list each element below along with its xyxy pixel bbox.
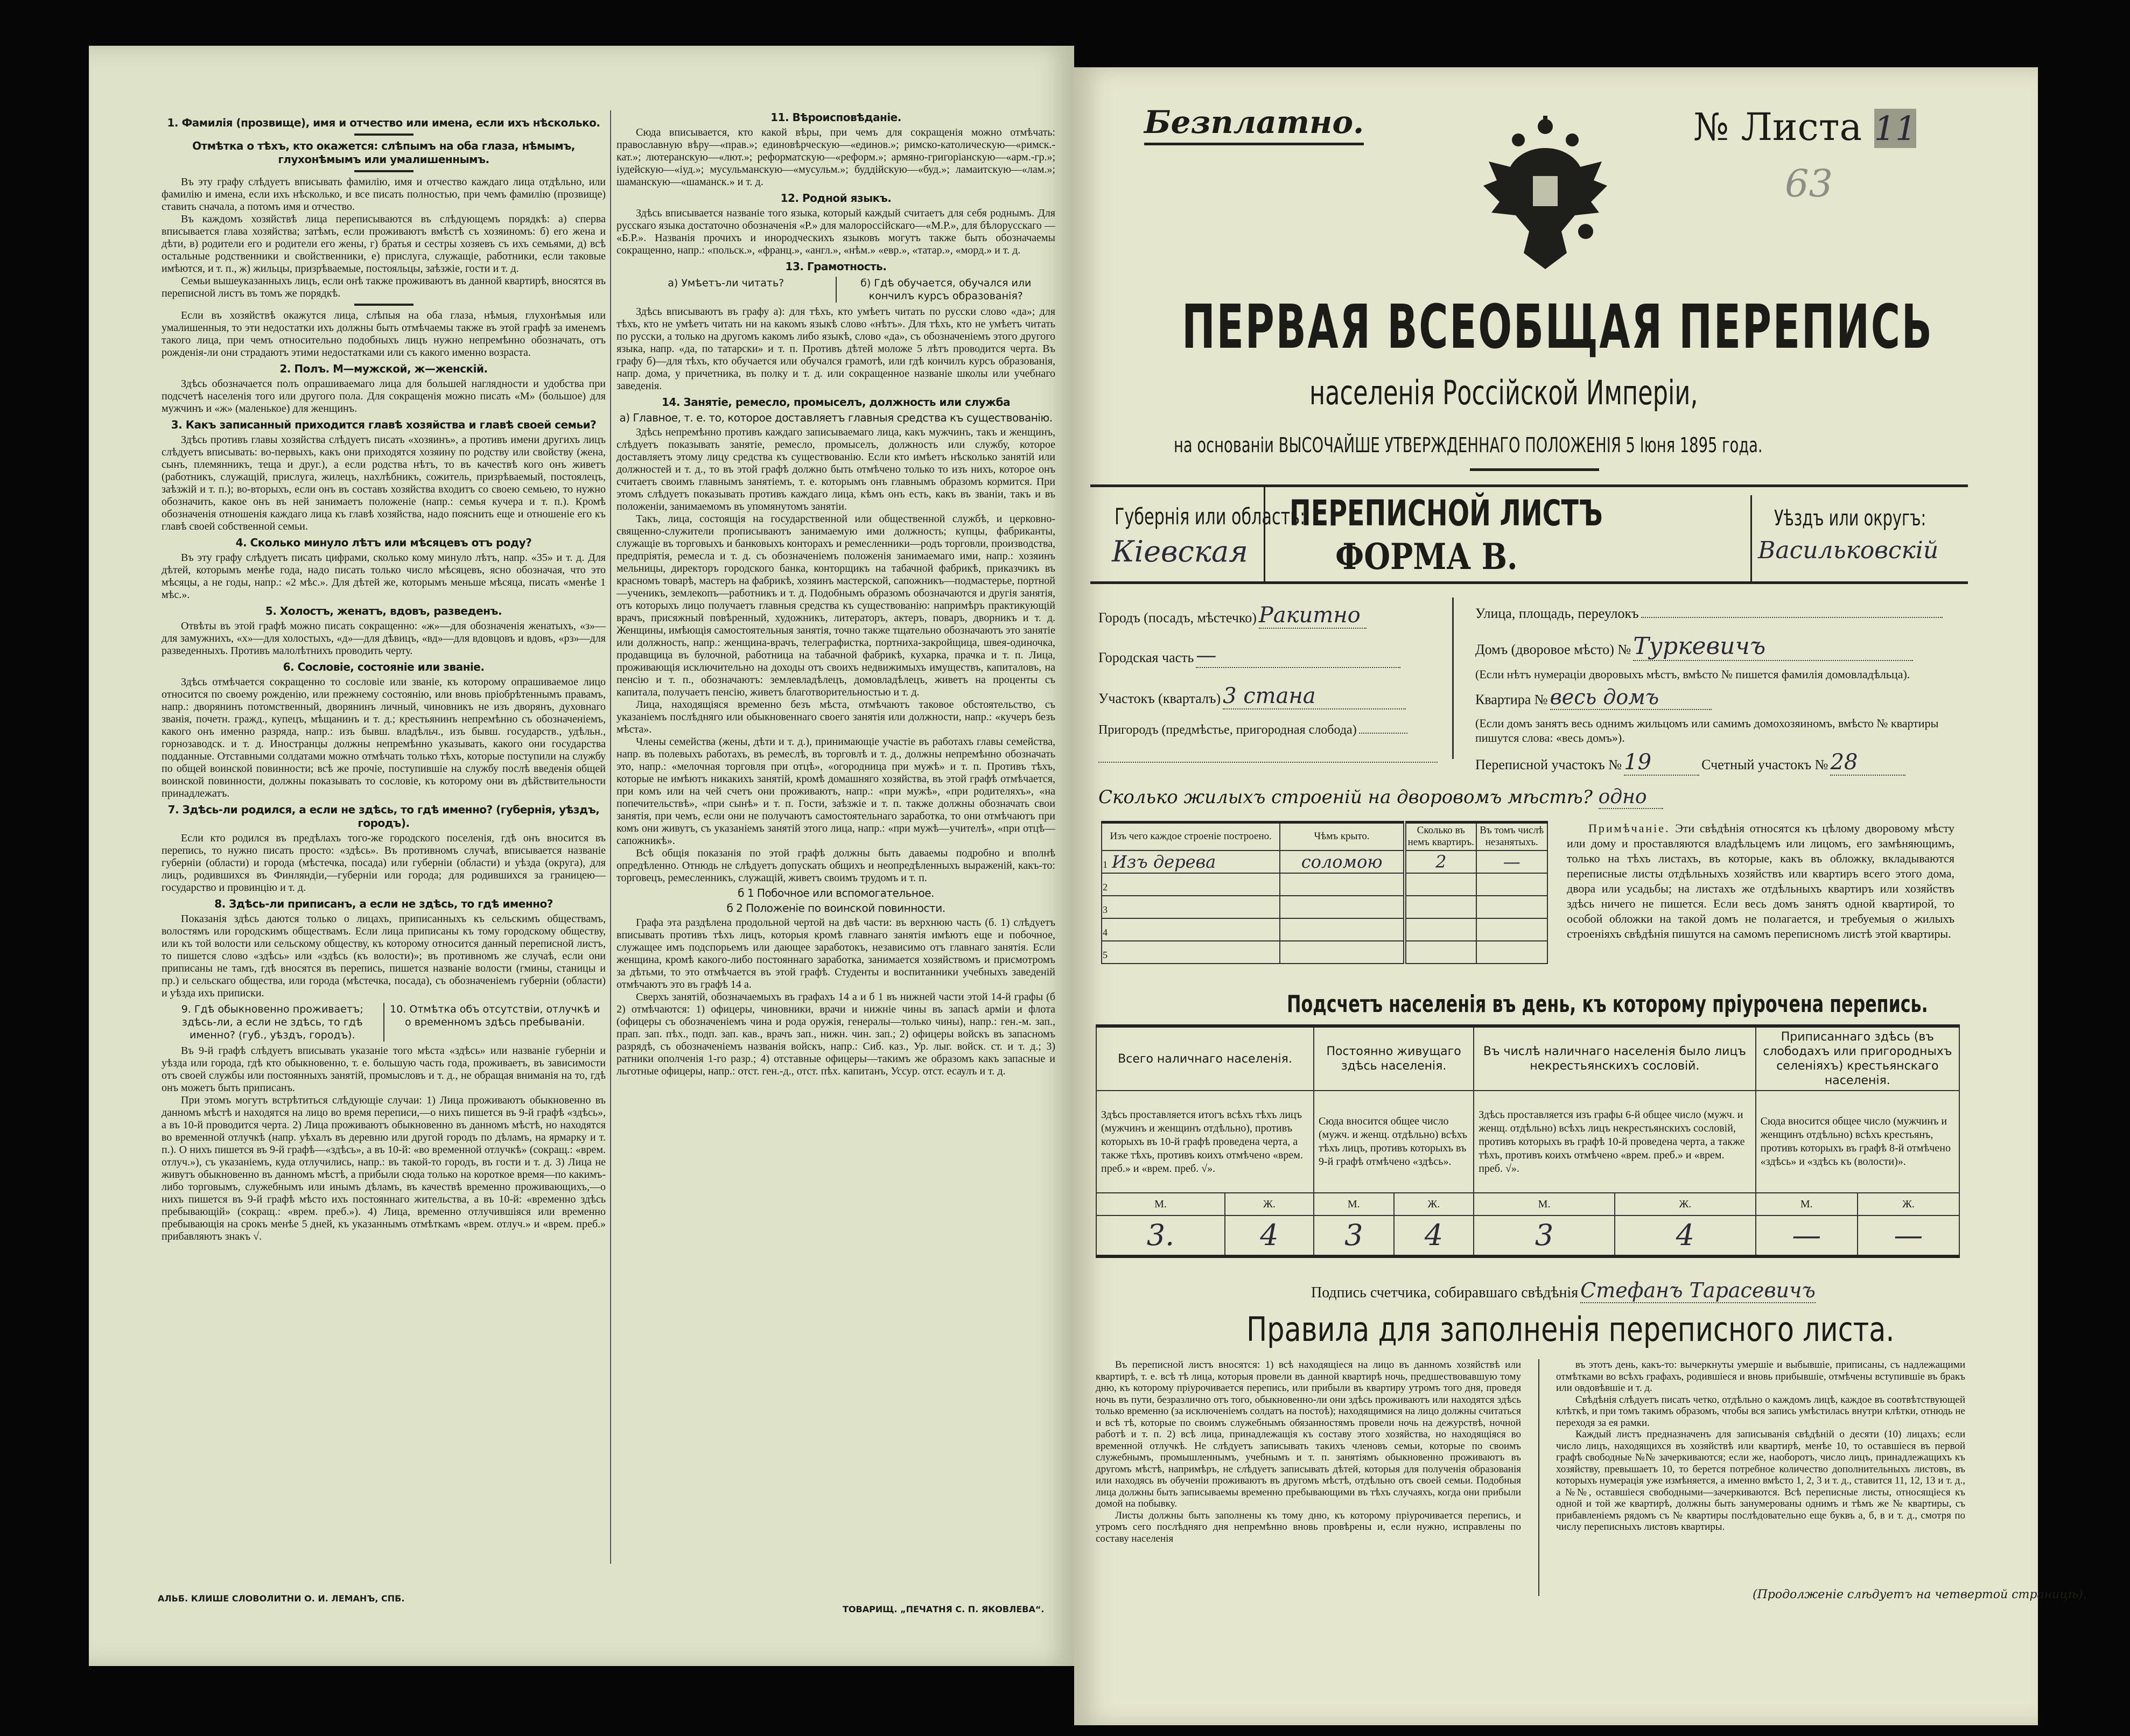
row-number: 5 — [1103, 949, 1108, 960]
male-count[interactable]: 3 — [1314, 1215, 1394, 1256]
uchastok-value[interactable]: 3 стана — [1223, 684, 1406, 709]
material-cell[interactable] — [1102, 851, 1280, 873]
note-title: Примѣчаніе. — [1588, 821, 1670, 835]
chast-label: Городская часть — [1098, 650, 1194, 665]
count-column-description: Здѣсь проставляется итогъ всѣхъ тѣхъ лицъ (мужчинъ и женщинъ отдѣльно), противъ которыхъ въ 10-й графѣ проведена черта, а также тѣхъ, противъ коихъ отмѣчено «врем. преб.» и «врем. преб. √». — [1096, 1091, 1314, 1193]
apts-cell[interactable] — [1405, 896, 1476, 918]
col-roof-header: Чѣмъ крыто. — [1280, 823, 1405, 851]
vacant-cell[interactable] — [1476, 873, 1548, 896]
section-heading: а) Главное, т. е. то, которое доставляетъ главныя средства къ существованію. — [619, 411, 1053, 424]
ulica-value[interactable] — [1641, 617, 1943, 618]
census-subtitle: населенія Россійской Имперіи, — [1309, 373, 1698, 412]
paragraph: Въ каждомъ хозяйствѣ лица переписываются въ слѣдующемъ порядкѣ: а) сперва вписывается глава хозяйства; затѣмъ, если проживаютъ вмѣстѣ съ хозяиномъ: б) его жена и дѣти, в) родители его и родители его жены, г) братья и сестры хозяевъ съ ихъ семьями, д) всѣ остальные родственники и свойственники, е) прислуга, служащіе, работники, если таковые имѣются, и т. п., ж) жильцы, призрѣваемые, постояльцы, заѣзжіе, гости и т. д. — [162, 213, 606, 275]
section-heading: 14. Занятіе, ремесло, промыселъ, должность или служба — [662, 396, 1010, 409]
roof-cell[interactable] — [1280, 918, 1405, 941]
male-count[interactable]: 3. — [1096, 1215, 1225, 1256]
section-heading: 2. Полъ. М—мужской, ж—женскій. — [279, 362, 488, 375]
apts-cell[interactable]: 2 — [1405, 851, 1476, 873]
female-count[interactable]: 4 — [1225, 1215, 1314, 1256]
stroeniy-field — [1098, 786, 1663, 809]
paragraph: Здѣсь обозначается полъ опрашиваемаго лица для большей наглядности и удобства при подсчетѣ населенія того или другого пола. Для сокращенія можно писать «М» (большое) для мужчинъ и «ж» (маленькое) для женщинъ. — [162, 378, 606, 414]
female-count[interactable]: 4 — [1394, 1215, 1474, 1256]
paragraph: Въ эту графу слѣдуетъ писать цифрами, сколько кому минуло лѣтъ, напр. «35» и т. д. Для дѣтей, которымъ менѣе года, надо писать только число мѣсяцевъ, ясно обозначая, что это мѣсяцы, а не годы, напр.: «2 мѣс.». Для дѣтей же, которымъ меньше мѣсяца, писать «менѣе 1 мѣс.». — [162, 552, 606, 601]
female-count[interactable]: 4 — [1615, 1215, 1756, 1256]
continued-note: (Продолженіе слѣдуетъ на четвертой страницѣ). — [1753, 1588, 2087, 1601]
section-heading: 6. Сословіе, состояніе или званіе. — [283, 660, 485, 673]
vacant-cell[interactable] — [1476, 918, 1548, 941]
sheet-number — [1693, 105, 1916, 149]
roof-cell[interactable]: соломою — [1280, 851, 1405, 873]
paragraph: Въ эту графу слѣдуетъ вписывать фамилію, имя и отчество каждаго лица отдѣльно, или фамилію и имена, если ихъ нѣсколько, и все писать полностью, при чемъ фамилію (прозвище) ставить сначала, а потомъ имя и отчество. — [162, 176, 606, 213]
rules-paragraph: Каждый листъ предназначенъ для записыванія свѣдѣній о десяти (10) лицахъ; если число лицъ, находящихся въ хозяйствѣ или квартирѣ, менѣе 10, то оставшіеся въ первой графѣ свободные №№ зачеркиваются; если же, наоборотъ, число лицъ, принадлежащихъ къ хозяйству, превышаетъ 10, то берется потребное количество дополнительныхъ листовъ, въ которыхъ нумерація уже измѣняется, а именно вмѣсто 1, 2, 3 и т. д., ставится 11, 12, 13 и т. д., а №№, оставшіеся свободными—зачеркиваются. Всѣ переписные листы, относящіеся къ одной и той же квартирѣ, должны быть занумерованы однимъ и тѣмъ же № квартиры, съ прибавленіемъ рядомъ съ № квартиры послѣдовательно еще буквъ а, б, в и т. д., смотря по числу переписныхъ листовъ квартиры. — [1556, 1429, 1965, 1533]
paragraph: Сверхъ занятій, обозначаемыхъ въ графахъ 14 а и б 1 въ нижней части этой 14-й графы (б 2) отмѣчаются: 1) офицеры, чиновники, врачи и нижніе чины въ запасѣ арміи и флота (офицеры съ обозначеніемъ чина и рода оружія, генералы—только чины), напр.: ген.-м. зап., прап. зап. пѣх., подп. зап. кав., врачъ зап., нижн. чин. зап.; 2) офицеры войскъ въ запасномъ разрядѣ, съ обозначеніемъ названія войскъ, напр.: Сиб. каз., Ур. лыг. войск. ст. и т. д.; 3) ратники ополченія 1-го разр.; 4) отставные офицеры—такимъ же образомъ какъ запасные и льготные офицеры, напр.: отст. ген.-д., отст. пѣх. капитанъ, Уссур. отст. есаулъ и т. д. — [616, 991, 1055, 1077]
paragraph: Если въ хозяйствѣ окажутся лица, слѣпыя на оба глаза, нѣмыя, глухонѣмыя или умалишенныя, то эти недостатки ихъ должны быть отмѣчаемы также въ этой графѣ за именемъ такого лица, при чемъ относительно подобныхъ лицъ нужно непремѣнно обозначать, отъ рожденія-ли они страдаютъ этими недостатками или съ какого именно возраста. — [162, 310, 606, 359]
perepisnoi-label: Переписной участокъ № — [1475, 757, 1622, 772]
vacant-cell[interactable] — [1476, 941, 1548, 964]
count-column-description: Сюда вносится общее число (мужч. и женщ. отдѣльно) всѣхъ тѣхъ лицъ, противъ которыхъ въ 9-й графѣ отмѣчено «здѣсь». — [1314, 1091, 1474, 1193]
signature-value[interactable]: Стефанъ Тарасевичъ — [1580, 1278, 1816, 1302]
section-heading: 13. Грамотность. — [785, 260, 887, 273]
prigorod-label: Пригородъ (предмѣстье, пригородная слобода) — [1098, 723, 1357, 737]
instructions-column-2 — [616, 108, 1055, 1566]
apts-cell[interactable] — [1405, 873, 1476, 896]
double-headed-eagle-emblem — [1478, 116, 1613, 272]
row-number: 2 — [1103, 881, 1108, 892]
paragraph: Семьи вышеуказанныхъ лицъ, если онѣ также проживаютъ въ данной квартирѣ, вносятся въ переписной листъ въ томъ же порядкѣ. — [162, 275, 606, 299]
gubernia-value[interactable]: Кіевская — [1112, 535, 1248, 568]
sheet-number-label: № Листа — [1693, 105, 1862, 149]
paragraph: Лица, находящіяся временно безъ мѣста, отмѣчаютъ таковое обстоятельство, съ указаніемъ послѣдняго или обыкновеннаго своего занятія или должности, напр.: «кучеръ безъ мѣста». — [616, 699, 1055, 735]
signature-field — [1311, 1278, 1816, 1303]
perepisnoi-value[interactable]: 19 — [1624, 750, 1699, 776]
uchastok-field — [1098, 684, 1406, 709]
count-column-header: Въ числѣ наличнаго населенія было лицъ некрестьянскихъ сословій. — [1474, 1026, 1755, 1091]
material-cell[interactable] — [1102, 873, 1280, 896]
uezd-value[interactable]: Васильковскій — [1758, 537, 1939, 564]
signature-label: Подпись счетчика, собиравшаго свѣдѣнія — [1311, 1284, 1579, 1301]
kvartira-label: Квартира № — [1475, 692, 1548, 707]
count-column-header: Постоянно живущаго здѣсь населенія. — [1314, 1026, 1474, 1091]
vacant-cell[interactable]: — — [1476, 851, 1548, 873]
schetny-value[interactable]: 28 — [1830, 750, 1905, 776]
count-column-description: Здѣсь проставляется изъ графы 6-й общее число (мужч. и женщ. отдѣльно) всѣхъ лицъ некрестьянскихъ сословій, противъ которыхъ въ графѣ 10-й проведена черта, а также тѣхъ, противъ коихъ отмѣчено «врем. преб.» и «врем. преб. √». — [1474, 1091, 1755, 1193]
paragraph: Показанія здѣсь даются только о лицахъ, приписанныхъ къ сельскимъ обществамъ, волостямъ или городскимъ обществамъ. Если лица приписаны къ тому городскому обществу, или къ той волости или сельскому обществу, къ которому относится данный переписной листъ, то пишется слово «здѣсь» или «здѣсь (къ волости)»; въ противномъ же случаѣ, если они приписаны не тамъ, гдѣ вносятся въ перепись, пишется названіе волости (гмины, станицы и пр.) и сельскаго общества, или города (мѣстечка, посада), съ обозначеніемъ губерніи (области) и уѣзда ихъ приписки. — [162, 913, 606, 999]
rules-paragraph: въ этотъ день, какъ-то: вычеркнуты умершіе и выбывшіе, приписаны, съ надлежащими отмѣтками во всѣхъ графахъ, родившіеся и вновь прибывшіе, отмѣчены вступившіе въ бракъ или овдовѣвшіе и т. д. — [1556, 1359, 1965, 1394]
legal-basis: на основаніи ВЫСОЧАЙШЕ УТВЕРЖДЕННАГО ПОЛОЖЕНІЯ 5 Іюня 1895 года. — [1174, 433, 1763, 457]
schetny-label: Счетный участокъ № — [1701, 757, 1828, 772]
kvartira-value[interactable]: весь домъ — [1550, 685, 1712, 710]
chast-value[interactable]: — — [1196, 643, 1400, 668]
material-cell[interactable] — [1102, 918, 1280, 941]
dom-value[interactable]: Туркевичъ — [1633, 632, 1913, 661]
male-count[interactable]: 3 — [1474, 1215, 1615, 1256]
paragraph: Графа эта раздѣлена продольной чертой на двѣ части: въ верхнюю часть (б. 1) слѣдуетъ вписывать противъ тѣхъ лицъ, которыя кромѣ главнаго занятія имѣютъ еще и побочное, служащее имъ подспорьемъ или дающее заработокъ, независимо отъ главнаго занятія. Если женщина, кромѣ какого-либо постояннаго заработка, занимается хозяйствомъ и присмотромъ за дѣтьми, то это отмѣчается въ этой графѣ. Студенты и воспитанники учебныхъ заведеній отмѣчаютъ это въ графѣ 14 а. — [616, 917, 1055, 990]
section-heading: 12. Родной языкъ. — [780, 192, 892, 205]
prigorod-value[interactable] — [1359, 733, 1407, 734]
section-heading: б 2 Положеніе по воинской повинности. — [726, 902, 945, 915]
buildings-table — [1101, 821, 1548, 964]
imprint-left: АЛЬБ. КЛИШЕ СЛОВОЛИТНИ О. И. ЛЕМАНЪ, СПБ. — [158, 1593, 405, 1604]
split-heading-right: б) Гдѣ обучается, обучался или кончилъ курсъ образованія? — [836, 277, 1056, 303]
gorod-label: Городъ (посадъ, мѣстечко) — [1098, 610, 1257, 625]
roof-cell[interactable] — [1280, 941, 1405, 964]
instructions-column-1 — [162, 113, 606, 1566]
male-label: М. — [1756, 1193, 1858, 1215]
stroeniy-value[interactable]: одно — [1599, 786, 1663, 809]
archive-number: 63 — [1785, 161, 1833, 206]
free-label: Безплатно. — [1144, 104, 1364, 145]
row-number: 4 — [1103, 926, 1108, 938]
split-heading — [162, 1003, 606, 1042]
divider-rule — [354, 304, 414, 306]
form-title: ПЕРЕПИСНОЙ ЛИСТЪ — [1290, 493, 1603, 534]
sheet-number-value: 11 — [1874, 109, 1917, 148]
split-heading-right: 10. Отмѣтка объ отсутствіи, отлучкѣ и о временномъ здѣсь пребываніи. — [383, 1003, 606, 1042]
male-label: М. — [1314, 1193, 1394, 1215]
rules-title: Правила для заполненія переписного листа. — [1246, 1310, 1895, 1349]
buildings-note — [1567, 821, 1954, 941]
imprint-right: ТОВАРИЩ. „ПЕЧАТНЯ С. П. ЯКОВЛЕВА“. — [843, 1604, 1045, 1614]
kvartira-note: (Если домъ занятъ весь однимъ жильцомъ или самимъ домохозяиномъ, вмѣсто № квартиры пишутся слова: «весь домъ»). — [1475, 716, 1939, 744]
paragraph: Здѣсь отмѣчается сокращенно то сословіе или званіе, къ которому опрашиваемое лицо относится по своему рожденію, или прежнему состоянію, или вновь пріобрѣтеннымъ правамъ, напр.: дворянинъ потомственный, дворянинъ личный, чиновникъ не изъ дворянъ, духовнаго званія, почетн. гражд., купецъ, мѣщанинъ и т. д.; крестьянинъ непремѣнно съ обозначеніемъ, какого онъ именно разряда, напр.: изъ бывш. владѣльч., изъ бывш. государств., удѣльн., горнозаводск. и т. д. Иностранцы должны непремѣнно указывать, какого они государства подданные. Отставными солдатами можно отмѣчать только тѣхъ, которые поступили на службу по общей воинской повинности; всѣ же прочіе, поступившіе на службу послѣ введенія общей воинской повинности, должны показывать то сословіе, къ которому они въ дѣйствительности принадлежатъ. — [162, 676, 606, 799]
row-number: 1 — [1103, 859, 1108, 870]
dom-note: (Если нѣтъ нумераціи дворовыхъ мѣстъ, вмѣсто № пишется фамилія домовладѣльца). — [1475, 667, 1910, 681]
female-count[interactable]: — — [1858, 1215, 1959, 1256]
apts-cell[interactable] — [1405, 941, 1476, 964]
building-row — [1102, 896, 1547, 918]
section-heading: 4. Сколько минуло лѣтъ или мѣсяцевъ отъ роду? — [235, 536, 532, 549]
male-label: М. — [1474, 1193, 1615, 1215]
paragraph: При этомъ могутъ встрѣтиться слѣдующіе случаи: 1) Лица проживаютъ обыкновенно въ данномъ мѣстѣ и находятся на лицо во время переписи,—о нихъ пишется въ 9-й графѣ «здѣсь», а въ 10-й проводится черта. 2) Лица проживаютъ обыкновенно въ данномъ мѣстѣ, но находятся во временной отлучкѣ (напр. уѣхалъ въ деревню или другой городъ по дѣламъ, на ярмарку и т. п.). О нихъ пишется въ 9-й графѣ—«здѣсь», а въ 10-й: «во временной отлучкѣ» (сокращ.: «врем. отлуч.»), съ указаніемъ, куда отлучились, напр.: въ такой-то городъ, въ гости и т. д. 3) Лица не живутъ обыкновенно въ данномъ мѣстѣ, а прибыли сюда только на короткое время—по какимъ-либо торговымъ, служебнымъ или инымъ дѣламъ, въ качествѣ временно проживающихъ,—о нихъ пишется въ 9-й графѣ мѣсто ихъ постояннаго жительства, а въ 10-й: «временно здѣсь пребывающій» (сокращ.: «врем. преб.»). 4) Лица, временно отлучившіяся или временно пребывающія на срокъ менѣе 5 дней, къ указаннымъ отмѣткамъ «врем. отлуч.» и «врем. преб.» прибавляютъ знакъ √. — [162, 1094, 606, 1242]
section-heading: б 1 Побочное или вспомогательное. — [738, 887, 934, 899]
paragraph: Отвѣты въ этой графѣ можно писать сокращенно: «ж»—для обозначенія женатыхъ, «з»—для замужнихъ, «х»—для холостыхъ, «д»—для дѣвицъ, «вд»—для вдовцовъ и вдовъ, «рз»—для разведенныхъ. Противъ малолѣтнихъ проводить черту. — [162, 620, 606, 657]
count-column-description: Сюда вносится общее число (мужчинъ и женщинъ отдѣльно) всѣхъ крестьянъ, противъ которыхъ въ графѣ 8-й отмѣчено «здѣсь» и «здѣсь къ (волости)». — [1756, 1091, 1959, 1193]
section-heading: 7. Здѣсь-ли родился, а если не здѣсь, то гдѣ именно? (губернія, уѣздъ, городъ). — [167, 803, 600, 830]
divider-rule — [354, 170, 414, 172]
paragraph: Члены семейства (жены, дѣти и т. д.), принимающіе участіе въ работахъ главы семейства, напр. въ полевыхъ работахъ, въ ремеслѣ, въ торговлѣ и т. д., должны непремѣнно обозначать это, напр.: «мелочная торговля при отцѣ», «огородница при мужѣ» и т. п. Противъ тѣхъ, которые не имѣютъ никакихъ занятій, кромѣ домашняго хозяйства, въ этой графѣ отмѣчается, при комъ или на чей счетъ они проживаютъ, напр.: «при мужѣ», «при родителяхъ», «на попечительствѣ», «при сынѣ» и т. п. Гости, заѣзжіе и т. п. также должны обозначать свои занятія, при чемъ, если они не получаютъ самостоятельнаго заработка, то они отмѣчаютъ при комъ они живутъ, съ указаніемъ занятій этого лица, напр.: «при мужѣ—учителѣ», «при отцѣ—сапожникѣ». — [616, 736, 1055, 847]
col-apts-header: Сколько въ немъ квартиръ. — [1405, 823, 1476, 851]
building-row — [1102, 851, 1547, 873]
ulica-field — [1475, 606, 1943, 622]
section-heading: 3. Какъ записанный приходится главѣ хозяйства и главѣ своей семьи? — [171, 418, 597, 431]
paragraph: Сюда вписывается, кто какой вѣры, при чемъ для сокращенія можно отмѣчать: православную вѣру—«прав.»; единовѣрческую—«единов.»; римско-католическую—«римск.-кат.»; лютеранскую—«лют.»; реформатскую—«реформ.»; армяно-григоріанскую—«арм.-гр.»; іудейскую—«іуд.»; мусульманскую—«мусульм.»; буддійскую—«буд.»; ламаитскую—«лам.»; шаманскую—«шаманск.» и т. д. — [616, 126, 1055, 188]
divider — [1470, 468, 1599, 471]
dom-field — [1475, 632, 1913, 661]
gubernia-label: Губернія или область: — [1115, 503, 1306, 530]
section-heading: 1. Фамилія (прозвище), имя и отчество или имена, если ихъ нѣсколько. — [167, 116, 600, 129]
section-heading: Отмѣтка о тѣхъ, кто окажется: слѣпымъ на оба глаза, нѣмымъ, глухонѣмымъ или умалишеннымъ. — [192, 139, 575, 166]
note-text: Эти свѣдѣнія относятся къ цѣлому дворовому мѣсту или дому и проставляются владѣльцемъ или лицомъ, его замѣняющимъ, только на тѣхъ листахъ, въ которые, какъ въ обложку, вкладываются переписные листы отдѣльныхъ хозяйствъ или квартиръ всего этого дома, двора или усадьбы; на листахъ же отдѣльныхъ квартиръ или хозяйствъ здѣсь ничего не пишется. Если весь домъ занятъ одной квартирой, то особой обложки на такой домъ не полагается, и требуемыя о жилыхъ строеніяхъ свѣдѣнія пишутся на самомъ переписномъ листѣ этой квартиры. — [1567, 821, 1955, 940]
gorod-field — [1098, 603, 1367, 629]
material-value: Изъ дерева — [1112, 851, 1216, 872]
female-label: Ж. — [1615, 1193, 1756, 1215]
dom-label: Домъ (дворовое мѣсто) № — [1475, 642, 1631, 657]
male-label: М. — [1096, 1193, 1225, 1215]
gorod-value[interactable]: Ракитно — [1259, 603, 1367, 629]
split-heading-left: а) Умѣетъ-ли читать? — [668, 277, 784, 289]
male-count[interactable]: — — [1756, 1215, 1858, 1256]
population-count-table — [1096, 1024, 1960, 1258]
uchastok-label: Участокъ (кварталъ) — [1098, 691, 1221, 706]
rules-divider — [1538, 1359, 1539, 1596]
paragraph: Такъ, лица, состоящія на государственной или общественной службѣ, и церковно-священно-служители прописываютъ занимаемую ими должность; купцы, фабриканты, служащіе въ торговыхъ и банковыхъ конторахъ и ремесленники—родъ торговли, производства, предпріятія, ремесла и т. д. съ обозначеніемъ положенія занимаемаго ими, напр.: хозяинъ мельницы, директоръ городского банка, конторщикъ на табачной фабрикѣ, приказчикъ въ красномъ товарѣ, мастеръ на фабрикѣ, хозяинъ мастерской, сапожникъ—подмастерье, портной—ученикъ, землекопъ—работникъ и т. д. Подобнымъ образомъ обозначаются и другія занятія, отъ которыхъ лицо получаетъ главныя средства къ существованію: напримѣръ практикующій врачъ, присяжный повѣренный, художникъ, литераторъ, актеръ, поваръ, дворникъ и т. д. Женщины, имѣющія самостоятельныя занятія, точно также тщательно обозначаютъ это занятіе или должность, напр.: женщина-врачъ, телеграфистка, портниха-закройщица, швея-одиночка, продавщица въ булочной, работница на табачной фабрикѣ, кухарка, прачка и т. п. Лица, проживающія исключительно на доходы отъ своихъ недвижимыхъ имуществъ, капиталовъ, на пенсію и т. п., обозначаютъ: землевладѣлецъ, домовладѣлецъ, живетъ на проценты съ капитала, получаетъ пенсію, живетъ благотворительностью и т. д. — [616, 513, 1055, 698]
roof-cell[interactable] — [1280, 873, 1405, 896]
female-label: Ж. — [1394, 1193, 1474, 1215]
left-page-instructions — [89, 46, 1074, 1666]
count-column-header: Всего наличнаго населенія. — [1096, 1026, 1314, 1091]
paragraph: Здѣсь непремѣнно противъ каждаго записываемаго лица, какъ мужчинъ, такъ и женщинъ, слѣдуетъ показывать занятіе, ремесло, промыселъ, должность или службу, которое доставляетъ этому лицу средства къ существованію. Если кто имѣетъ нѣсколько занятій или должностей и т. д., то въ этой графѣ должно быть отмѣчено только то изъ нихъ, которое онъ считаетъ своимъ главнымъ занятіемъ, т. е. которымъ онъ главнымъ образомъ кормится. При этомъ слѣдуетъ показывать противъ каждаго лица, кѣмъ онъ есть, какъ въ званіи, такъ и въ положеніи, занимаемомъ въ упомянутомъ занятіи. — [616, 426, 1055, 512]
column-divider — [610, 110, 611, 1564]
rules-paragraph: Свѣдѣнія слѣдуетъ писать четко, отдѣльно о каждомъ лицѣ, каждое въ соотвѣтствующей клѣткѣ, и при томъ такимъ образомъ, чтобы вся запись умѣстилась внутри клѣтки, отнюдь не переходя за ея рамки. — [1556, 1394, 1965, 1429]
section-heading: 8. Здѣсь-ли приписанъ, а если не здѣсь, то гдѣ именно? — [214, 897, 553, 910]
building-row — [1102, 873, 1547, 896]
paragraph: Всѣ общія показанія по этой графѣ должны быть даваемы подробно и вполнѣ опредѣленно. Отнюдь не слѣдуетъ допускать общихъ и неопредѣленныхъ выраженій, какъ-то: торговецъ, ремесленникъ, служащій, живетъ своимъ трудомъ и т. п. — [616, 847, 1055, 884]
field-divider — [1452, 598, 1454, 759]
col-material-header: Изъ чего каждое строеніе построено. — [1102, 823, 1280, 851]
prigorod-field — [1098, 723, 1407, 737]
paragraph: Здѣсь вписываютъ въ графу а): для тѣхъ, кто умѣетъ читать по русски слово «да»; для тѣхъ, кто не умѣетъ читать ни на какомъ языкѣ слово «нѣтъ». Для тѣхъ, кто не умѣетъ читать по русски, а только на другомъ какомъ либо языкѣ, слово «да», съ обозначеніемъ этого другого языка, напр. «да, по татарски» и т. п. Противъ дѣтей моложе 5 лѣтъ проводится черта. Въ графу б)—для тѣхъ, кто обучается или обучался грамотѣ, или гдѣ кончилъ курсъ образованія, напр. дома, у причетника, въ полку и т. д. или сокращенное названіе школы или учебнаго заведенія. — [616, 306, 1055, 392]
chast-field — [1098, 643, 1400, 668]
row-number: 3 — [1103, 904, 1108, 915]
split-heading — [616, 277, 1055, 303]
count-column-header: Приписаннаго здѣсь (въ слободахъ или пригородныхъ селеніяхъ) крестьянскаго населенія. — [1756, 1026, 1959, 1091]
section-heading: 11. Вѣроисповѣданіе. — [770, 111, 901, 124]
paragraph: Здѣсь вписывается названіе того языка, который каждый считаетъ для себя роднымъ. Для русскаго языка достаточно обозначенія «Р.» для малороссійскаго—«М.Р.», для бѣлорусскаго — «Б.Р.». Названія прочихъ и инородческихъ языковъ могутъ также быть обозначаемы сокращенно, напр.: «польск.», «франц.», «англ.», «нѣм.» «евр.», «татар.», «морд.» и т. д. — [616, 207, 1055, 256]
census-title: ПЕРВАЯ ВСЕОБЩАЯ ПЕРЕПИСЬ — [1182, 292, 1933, 362]
vacant-cell[interactable] — [1476, 896, 1548, 918]
apts-cell[interactable] — [1405, 918, 1476, 941]
rules-column-right — [1556, 1359, 1965, 1575]
roof-cell[interactable] — [1280, 896, 1405, 918]
population-count-title: Подсчетъ населенія въ день, къ которому пріурочена перепись. — [1287, 990, 1928, 1018]
rules-paragraph: Въ переписной листъ вносятся: 1) всѣ находящіеся на лицо въ данномъ хозяйствѣ или квартирѣ, т. е. всѣ тѣ лица, которыя провели въ данной квартирѣ ночь, предшествовавшую тому дню, къ которому пріурочивается перепись, или прибыли въ квартиру утромъ того дня, проведя ночь въ пути, безразлично отъ того, обыкновенно-ли они здѣсь проживаютъ или находятся здѣсь только временно (за исключеніемъ солдатъ на постоѣ); находящимися на лицо должны считаться и всѣ тѣ, которые по своимъ служебнымъ обязанностямъ провели ночь на дежурствѣ, ночной работѣ и т. п. 2) всѣ лица, принадлежащія къ составу этого хозяйства, но находящіяся во временной отлучкѣ. Не слѣдуетъ записывать такихъ членовъ семьи, которые по своимъ служебнымъ, промышленнымъ, учебнымъ и т. п. занятіямъ обыкновенно проживаютъ въ другомъ мѣстѣ, напримѣръ, не слѣдуетъ записывать дѣтей, которыя для полученія образованія или находясь въ обученіи проживаютъ въ другомъ мѣстѣ, отдѣльно отъ своей семьи. Подобныя лица должны быть записываемы временно пребывающими въ тѣхъ случаяхъ, когда они прибыли домой на побывку. — [1096, 1359, 1521, 1509]
section-heading: 5. Холостъ, женатъ, вдовъ, разведенъ. — [265, 605, 502, 617]
uezd-label: Уѣздъ или округъ: — [1774, 506, 1926, 531]
col-vacant-header: Въ томъ числѣ незанятыхъ. — [1476, 823, 1548, 851]
stroeniy-label: Сколько жилыхъ строеній на дворовомъ мѣстѣ? — [1098, 786, 1593, 808]
rules-column-left — [1096, 1359, 1521, 1639]
paragraph: Въ 9-й графѣ слѣдуетъ вписывать указаніе того мѣста «здѣсь» или названіе губерніи и уѣзда или города, гдѣ кто обыкновенно, т. е. большую часть года, проживаетъ, въ зависимости отъ своей службы или постоянныхъ занятій, промысловъ и т. д., не обращая вниманія на то, гдѣ онъ можетъ быть приписанъ. — [162, 1045, 606, 1094]
material-cell[interactable] — [1102, 941, 1280, 964]
rules-paragraph: Листы должны быть заполнены къ тому дню, къ которому пріурочивается перепись, и утромъ сего послѣдняго дня непремѣнно вновь провѣрены и, если нужно, исправлены по составу населенія — [1096, 1509, 1521, 1544]
blank-line — [1098, 762, 1438, 763]
female-label: Ж. — [1225, 1193, 1314, 1215]
split-heading-left: 9. Гдѣ обыкновенно проживаетъ; здѣсь-ли, а если не здѣсь, то гдѣ именно? (губ., уѣздъ, городъ). — [181, 1003, 363, 1041]
material-cell[interactable] — [1102, 896, 1280, 918]
building-row — [1102, 918, 1547, 941]
ulica-label: Улица, площадь, переулокъ — [1475, 606, 1639, 621]
building-row — [1102, 941, 1547, 964]
paragraph: Здѣсь противъ главы хозяйства слѣдуетъ писать «хозяинъ», а противъ имени другихъ лицъ слѣдуетъ вписывать: во-первыхъ, какъ они приходятся хозяину по родству или свойству (жена, сынъ, племянникъ, теща и друг.), а если родства нѣтъ, то въ качествѣ кого онъ живетъ (работникъ, служащій, прислуга, жилецъ, нахлѣбникъ, сожитель, призрѣваемый, постоялецъ, заѣзжій и т. п.); во-вторыхъ, если онъ въ составъ хозяйства входитъ со своею семьею, то нужно обозначить, какое онъ въ ней занимаетъ положеніе (напр.: семья кучера и т. п.). Кромѣ обозначенія отношенія каждаго лица къ главѣ хозяйства, надо пояснить еще и отношеніе его къ главѣ своей собственной семьи. — [162, 434, 606, 532]
kvartira-field — [1475, 685, 1712, 710]
right-page-census-form — [1074, 67, 2087, 1725]
uchastki-field — [1475, 750, 1905, 776]
paragraph: Если кто родился въ предѣлахъ того-же городского поселенія, гдѣ онъ вносится въ перепись, то нужно писать просто: «здѣсь». Въ противномъ случаѣ, вписывается названіе губерніи (области) и города (мѣстечка, посада) или губерніи (области) и уѣзда (округа), для лицъ, родившихся въ Финляндіи,—губерніи или города; для родившихся за границею—государство и провинцію и т. д. — [162, 832, 606, 894]
divider-rule — [354, 133, 414, 136]
female-label: Ж. — [1858, 1193, 1959, 1215]
form-name: ФОРМА В. — [1335, 536, 1518, 578]
